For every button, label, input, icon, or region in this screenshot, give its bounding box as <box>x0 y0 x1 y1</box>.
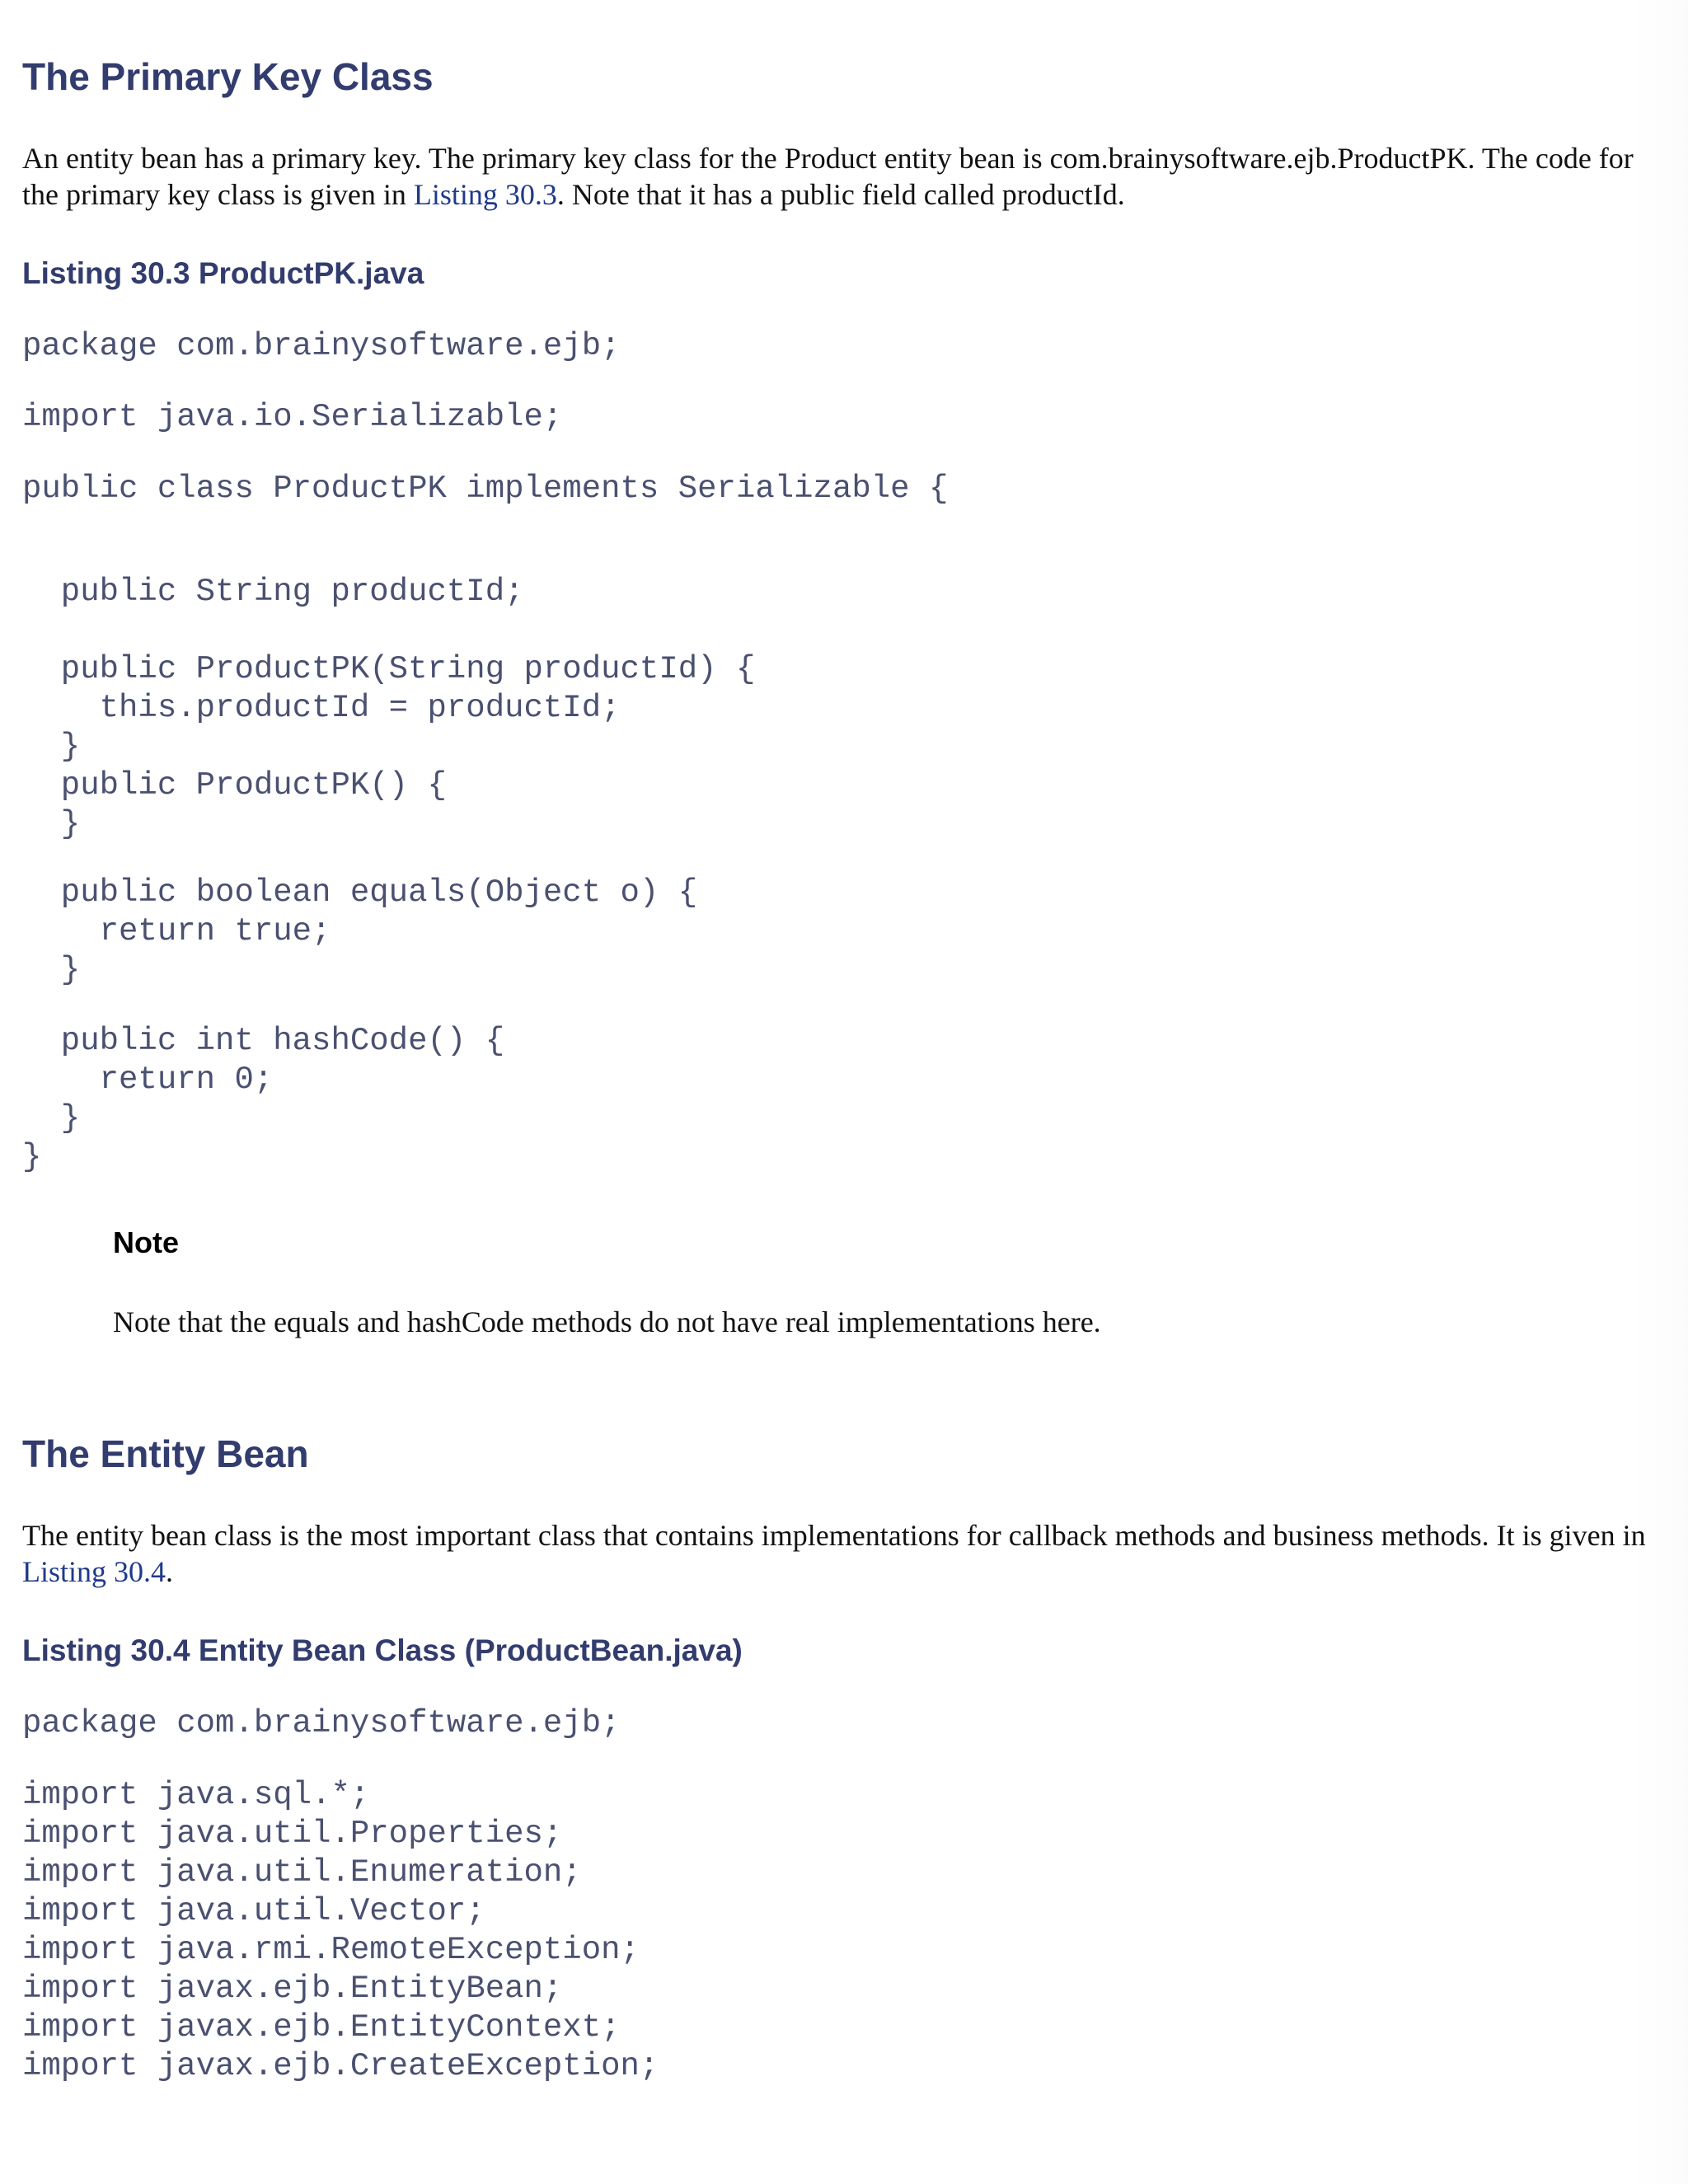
code-block-package-2 <box>22 1704 621 1743</box>
code-line: import java.util.Enumeration; <box>22 1854 582 1891</box>
code-block-package <box>22 327 621 366</box>
section-heading-primary-key-class: The Primary Key Class <box>22 55 434 98</box>
code-block-hashcode <box>22 1022 504 1177</box>
primary-key-paragraph <box>22 140 1662 213</box>
paragraph-text-end: . Note that it has a public field called productId. <box>556 178 1125 211</box>
listing-30-3-link[interactable]: Listing 30.3 <box>413 178 557 211</box>
code-block-equals <box>22 874 697 990</box>
code-line: public boolean equals(Object o) { <box>22 874 698 911</box>
section-heading-entity-bean: The Entity Bean <box>22 1432 309 1475</box>
code-line: public String productId; <box>22 574 524 610</box>
entity-bean-paragraph <box>22 1517 1662 1590</box>
code-block-import <box>22 398 562 437</box>
code-line: package com.brainysoftware.ejb; <box>22 328 621 364</box>
code-line: import java.io.Serializable; <box>22 399 563 435</box>
paragraph-text-end: . <box>166 1555 174 1588</box>
code-line: public int hashCode() { <box>22 1023 505 1059</box>
code-block-class-declaration <box>22 470 948 509</box>
code-line: import javax.ejb.EntityContext; <box>22 2009 621 2046</box>
code-block-imports-2 <box>22 1776 659 2086</box>
code-line <box>22 612 755 650</box>
code-line: } <box>22 952 81 988</box>
code-line: public ProductPK(String productId) { <box>22 651 756 687</box>
code-line: } <box>22 729 81 765</box>
code-line: } <box>22 806 81 842</box>
listing-30-4-title: Listing 30.4 Entity Bean Class (ProductBean.java) <box>22 1633 743 1667</box>
code-line: import java.util.Vector; <box>22 1893 485 1929</box>
code-line: package com.brainysoftware.ejb; <box>22 1705 621 1741</box>
code-line: this.productId = productId; <box>22 690 621 726</box>
code-line: return true; <box>22 913 331 949</box>
note-text: Note that the equals and hashCode methods do not have real implementations here. <box>113 1305 1101 1338</box>
code-block-constructors <box>22 573 755 844</box>
listing-30-4-link[interactable]: Listing 30.4 <box>22 1555 166 1588</box>
code-line: import java.sql.*; <box>22 1777 370 1813</box>
code-line: import java.rmi.RemoteException; <box>22 1932 640 1968</box>
code-line: import java.util.Properties; <box>22 1816 563 1852</box>
code-line: } <box>22 1139 42 1175</box>
code-line: public ProductPK() { <box>22 767 447 804</box>
code-line: } <box>22 1100 81 1137</box>
code-line: import javax.ejb.CreateException; <box>22 2048 659 2084</box>
code-line: return 0; <box>22 1062 274 1098</box>
note-title: Note <box>113 1226 179 1259</box>
code-line: public class ProductPK implements Serializable { <box>22 471 949 507</box>
code-line: import javax.ejb.EntityBean; <box>22 1971 563 2007</box>
listing-30-3-title: Listing 30.3 ProductPK.java <box>22 256 424 290</box>
paragraph-text: The entity bean class is the most important class that contains implementations for callback methods and business methods. It is given in <box>22 1519 1646 1552</box>
paragraph-text: An entity bean has a primary key. The primary key class for the Product entity bean is com.brainysoftware.ejb.ProductPK. The code for the primary key class is given in <box>22 142 1634 211</box>
